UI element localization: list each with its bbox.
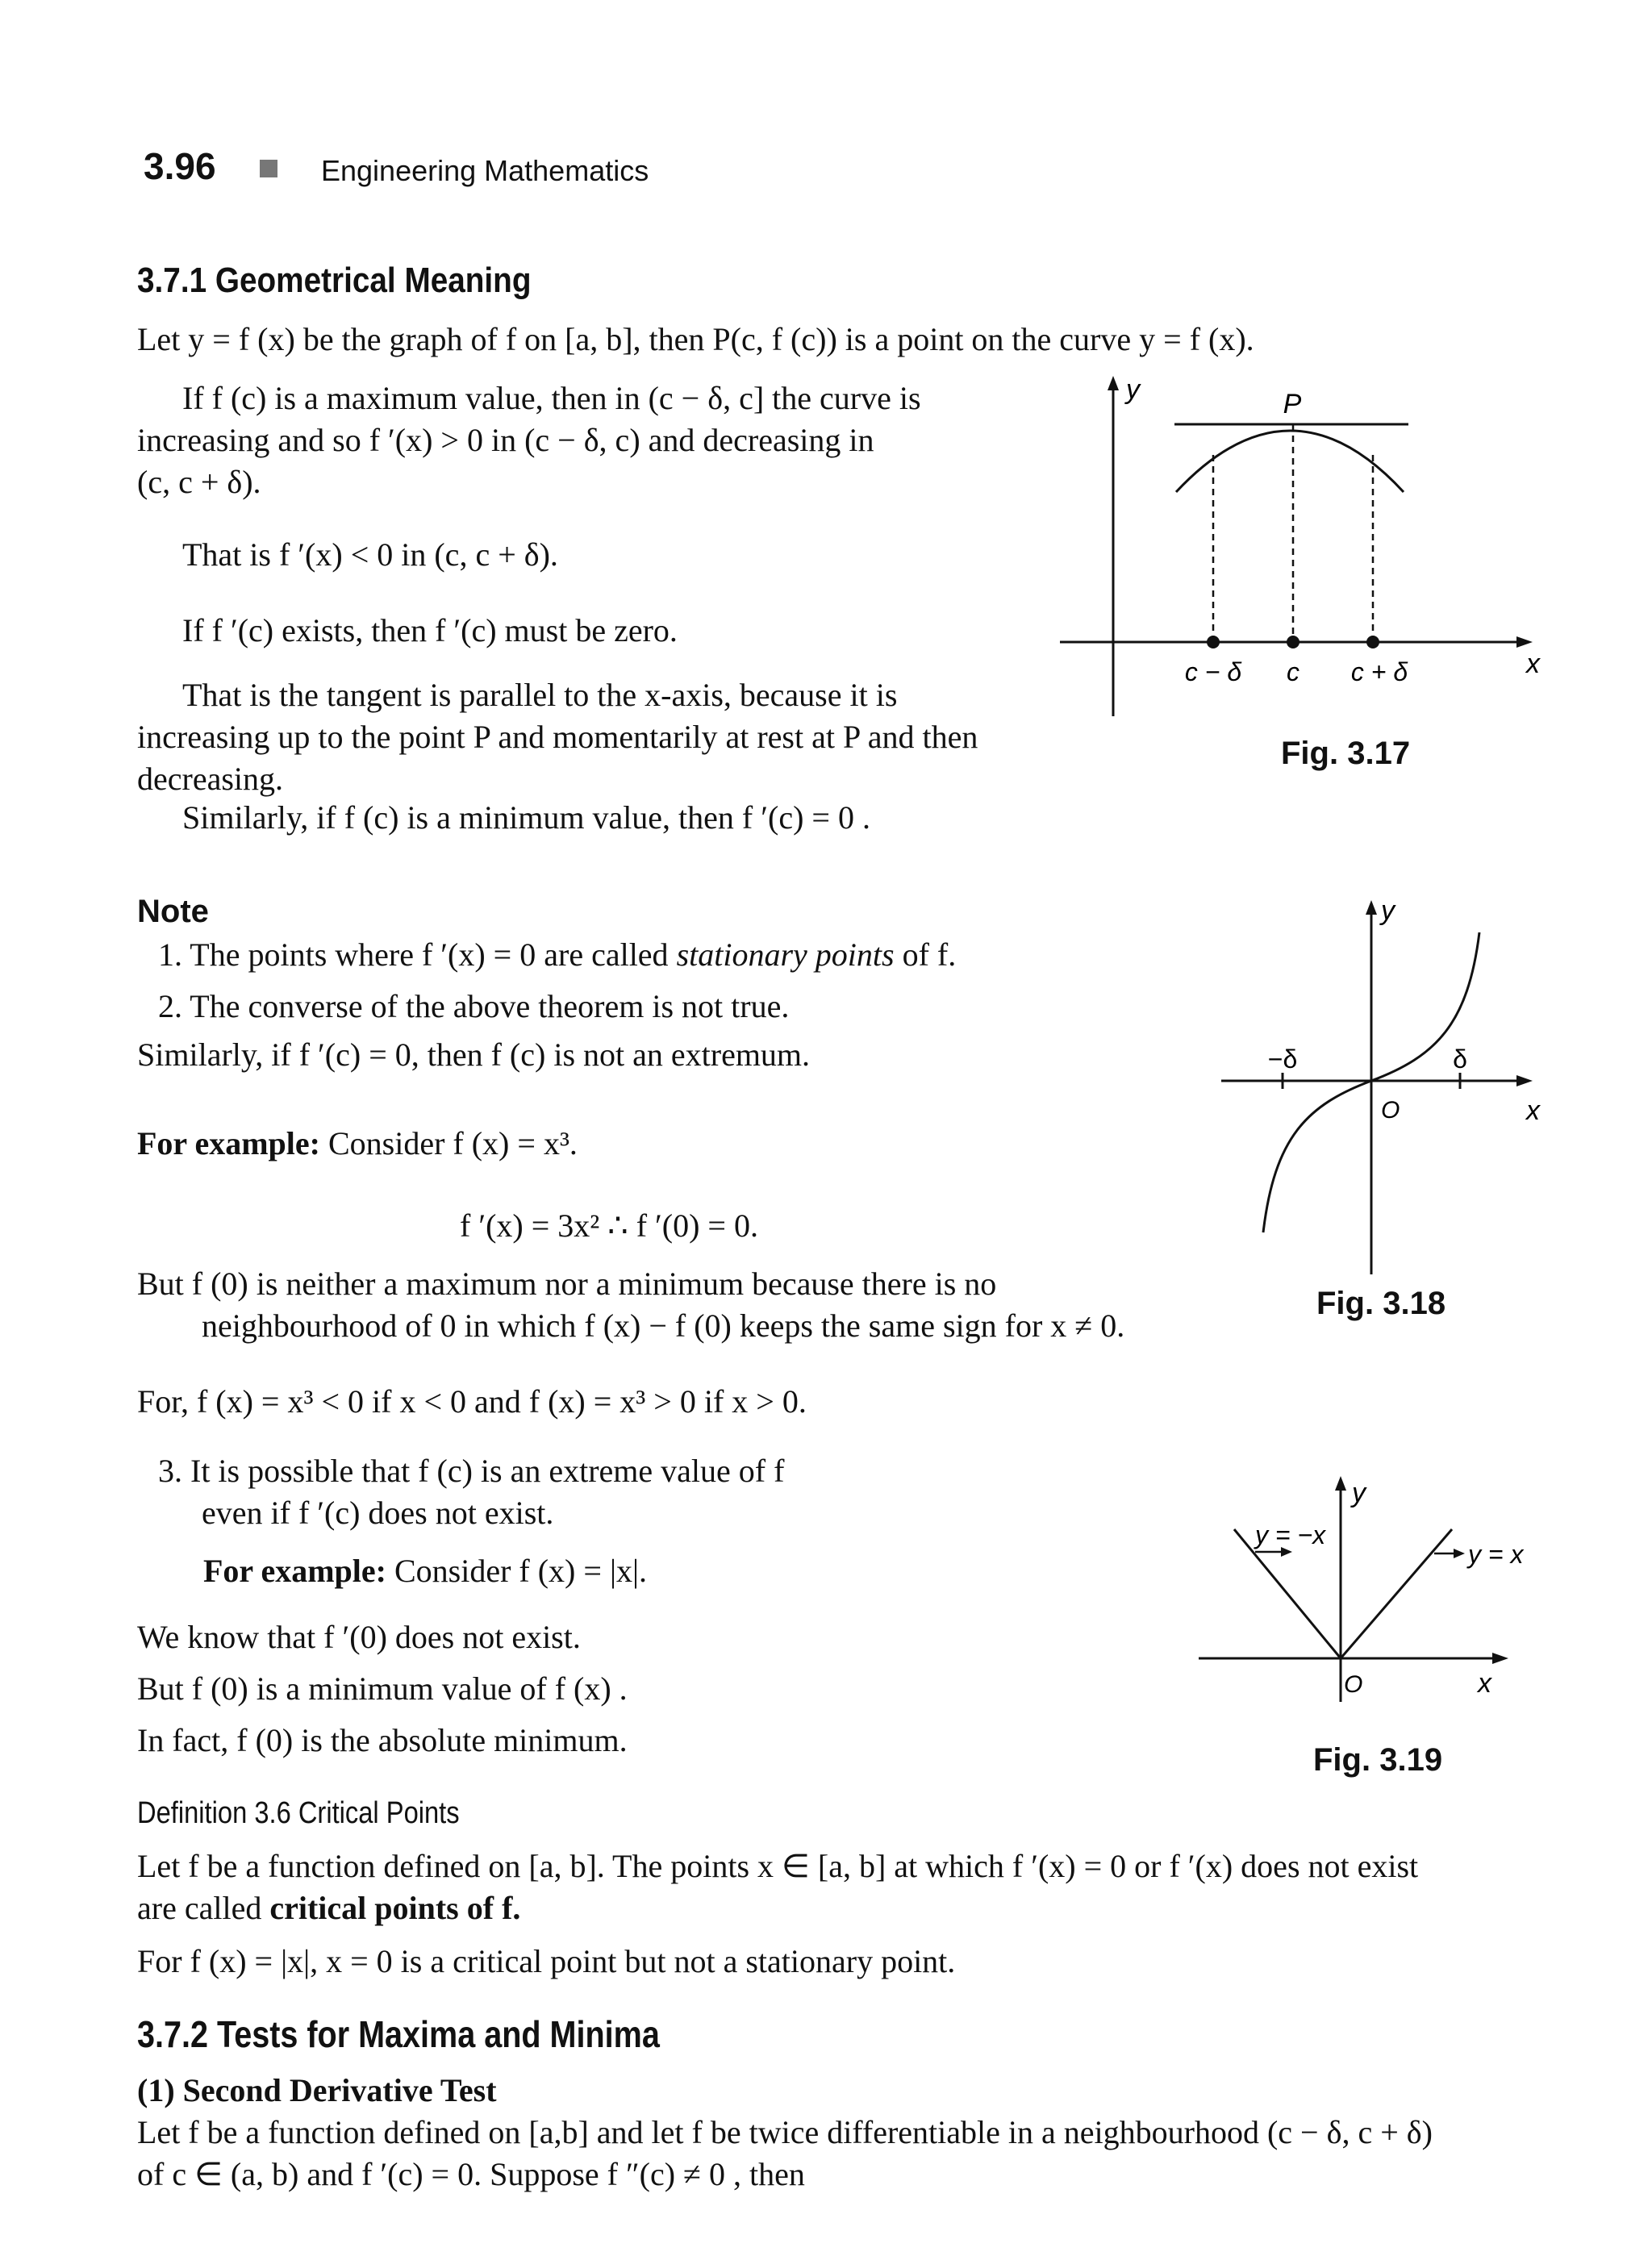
para-if-exists: If f ′(c) exists, then f ′(c) must be zero.: [182, 612, 678, 648]
but-line1: But f (0) is neither a maximum nor a minimum because there is no: [137, 1266, 997, 1302]
fig319-left-line-label: y = −x: [1255, 1520, 1326, 1549]
note-item-2: 2. The converse of the above theorem is not true.: [158, 988, 790, 1024]
definition-line3: For f (x) = |x|, x = 0 is a critical point but not a stationary point.: [137, 1943, 956, 1979]
fig318-neg-delta-label: −δ: [1267, 1045, 1298, 1074]
example-cubic: For example: Consider f (x) = x³.: [137, 1125, 578, 1161]
subsection-heading: (1) Second Derivative Test: [137, 2072, 497, 2108]
intro-text: Let y = f (x) be the graph of f on [a, b], then P(c, f (c)) is a point on the curve y = f (x).: [137, 321, 1254, 357]
fig319-caption: Fig. 3.19: [1313, 1742, 1443, 1778]
fig319-y-label: y: [1352, 1478, 1366, 1508]
fig318-origin-label: O: [1381, 1097, 1400, 1124]
page-number: 3.96: [144, 145, 216, 187]
fig317-point-c-minus: [1207, 636, 1220, 648]
definition-heading: Definition 3.6 Critical Points: [137, 1796, 460, 1830]
fig317-c-label: c: [1287, 657, 1299, 686]
para-max-line3: (c, c + δ).: [137, 464, 261, 500]
note-heading: Note: [137, 894, 209, 929]
fig318-curve-left: [1263, 1081, 1371, 1232]
figure-3-18: [1210, 895, 1565, 1282]
know-line3: In fact, f (0) is the absolute minimum.: [137, 1722, 628, 1758]
note-item-1: 1. The points where f ′(x) = 0 are called stationary points of f.: [158, 936, 957, 973]
fig319-x-label: x: [1478, 1668, 1491, 1699]
fig317-point-c: [1287, 636, 1299, 648]
fig317-point-c-plus: [1366, 636, 1379, 648]
note-item-3-line2: even if f ′(c) does not exist.: [202, 1495, 554, 1531]
fig318-y-label: y: [1381, 895, 1395, 926]
fig319-pointer-right-arrow-icon: [1454, 1549, 1465, 1558]
note-similarly: Similarly, if f ′(c) = 0, then f (c) is not an extremum.: [137, 1036, 811, 1073]
test-line1: Let f be a function defined on [a,b] and let f be twice differentiable in a neighbourhood (c − δ, c + δ): [137, 2114, 1433, 2150]
para-tangent-line3: decreasing.: [137, 761, 284, 797]
book-title: Engineering Mathematics: [321, 154, 649, 187]
figure-3-19: [1186, 1468, 1541, 1710]
para-tangent-line1: That is the tangent is parallel to the x-axis, because it is: [182, 677, 898, 713]
fig318-delta-label: δ: [1453, 1045, 1467, 1074]
fig317-p-label: P: [1283, 389, 1302, 419]
fig319-origin-label: O: [1344, 1671, 1363, 1698]
for-line: For, f (x) = x³ < 0 if x < 0 and f (x) = x³ > 0 if x > 0.: [137, 1383, 807, 1420]
fig319-line-pos: [1341, 1529, 1452, 1658]
but-line2: neighbourhood of 0 in which f (x) − f (0) keeps the same sign for x ≠ 0.: [202, 1307, 1125, 1344]
fig317-caption: Fig. 3.17: [1281, 736, 1411, 771]
note-item-3-line1: 3. It is possible that f (c) is an extreme value of f: [158, 1453, 785, 1489]
fig318-y-arrow-icon: [1366, 900, 1377, 915]
fig317-y-label: y: [1126, 374, 1140, 405]
fig319-x-arrow-icon: [1492, 1653, 1508, 1664]
fig318-x-label: x: [1526, 1095, 1540, 1126]
know-line1: We know that f ′(0) does not exist.: [137, 1619, 581, 1655]
fig318-x-arrow-icon: [1516, 1075, 1533, 1086]
derivative-equation: f ′(x) = 3x² ∴ f ′(0) = 0.: [460, 1207, 758, 1244]
figure-3-17: [1049, 371, 1549, 726]
fig317-c-plus-label: c + δ: [1350, 657, 1408, 686]
para-minimum: Similarly, if f (c) is a minimum value, then f ′(c) = 0 .: [182, 799, 870, 836]
test-line2: of c ∈ (a, b) and f ′(c) = 0. Suppose f ″(c) ≠ 0 , then: [137, 2156, 805, 2192]
example-abs: For example: Consider f (x) = |x|.: [203, 1553, 647, 1589]
fig318-caption: Fig. 3.18: [1316, 1286, 1446, 1321]
fig319-y-arrow-icon: [1335, 1476, 1346, 1491]
fig317-x-arrow-icon: [1516, 636, 1533, 648]
para-max-line2: increasing and so f ′(x) > 0 in (c − δ, c) and decreasing in: [137, 422, 874, 458]
section-heading-371: 3.7.1 Geometrical Meaning: [137, 261, 532, 300]
fig317-c-minus-label: c − δ: [1184, 657, 1242, 686]
section-heading-372: 3.7.2 Tests for Maxima and Minima: [137, 2013, 660, 2055]
fig319-right-line-label: y = x: [1468, 1540, 1524, 1569]
para-tangent-line2: increasing up to the point P and momentarily at rest at P and then: [137, 719, 978, 755]
header-square-icon: [260, 160, 277, 177]
para-that-is: That is f ′(x) < 0 in (c, c + δ).: [182, 536, 558, 573]
fig317-x-label: x: [1526, 648, 1540, 679]
definition-line1: Let f be a function defined on [a, b]. The points x ∈ [a, b] at which f ′(x) = 0 or f ′(x) does not exist: [137, 1848, 1419, 1884]
fig317-y-arrow-icon: [1108, 376, 1119, 390]
para-max-line1: If f (c) is a maximum value, then in (c − δ, c] the curve is: [182, 380, 921, 416]
know-line2: But f (0) is a minimum value of f (x) .: [137, 1670, 628, 1707]
fig317-curve: [1176, 431, 1404, 492]
definition-line2: are called critical points of f.: [137, 1890, 521, 1926]
